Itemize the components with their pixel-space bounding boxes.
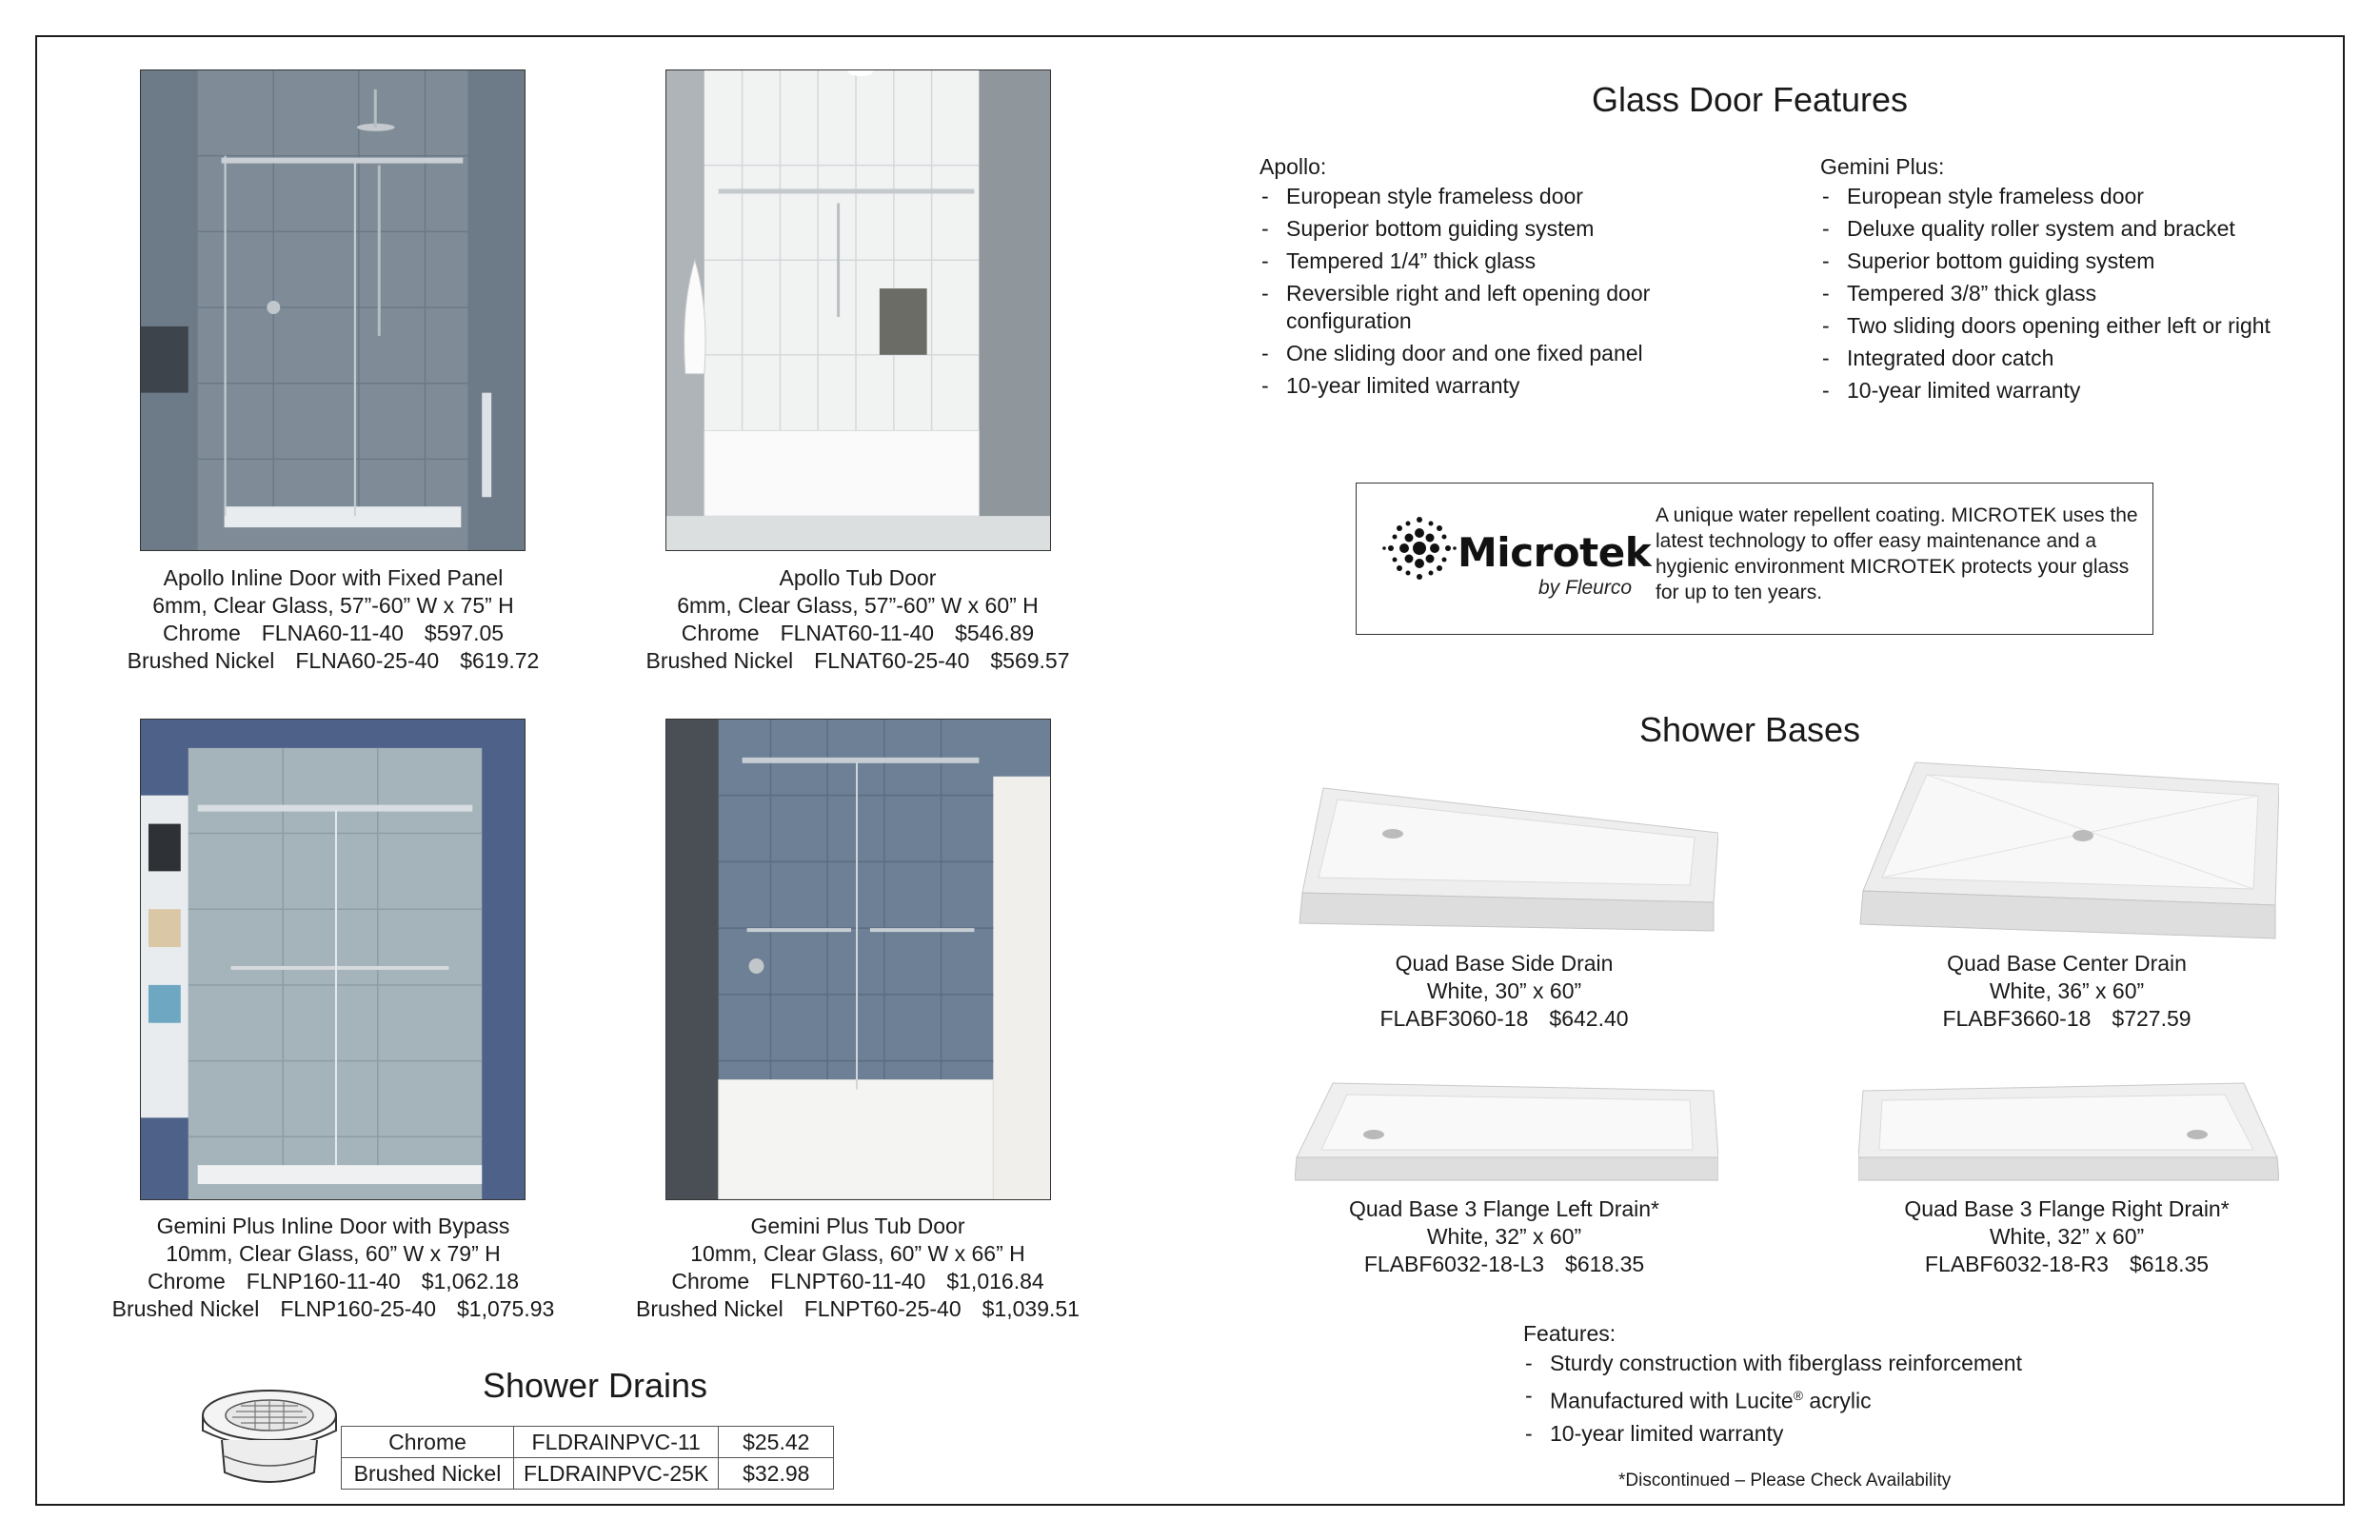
list-item: - Two sliding doors opening either left or right <box>1820 312 2334 340</box>
base-sku-price: FLABF3060-18 $642.40 <box>1379 1006 1629 1031</box>
list-item: - Manufactured with Lucite® acrylic <box>1523 1382 2094 1415</box>
base-spec: White, 32” x 60” <box>1426 1224 1582 1249</box>
apollo-features <box>1259 150 1793 405</box>
drain-sku: FLDRAINPVC-25K <box>514 1458 719 1490</box>
door-finish-row: Brushed Nickel FLNAT60-25-40 $569.57 <box>645 648 1070 673</box>
list-item: - Integrated door catch <box>1820 345 2334 372</box>
base-features <box>1523 1317 2094 1452</box>
door-name: Gemini Plus Inline Door with Bypass <box>156 1214 510 1238</box>
base-caption-side-drain <box>1314 950 1695 1033</box>
door-spec: 10mm, Clear Glass, 60” W x 79” H <box>166 1241 501 1266</box>
door-caption-apollo-tub <box>620 564 1096 675</box>
microtek-logo-sub: by Fleurco <box>1538 577 1633 599</box>
drain-price: $32.98 <box>719 1458 834 1490</box>
base-spec: White, 30” x 60” <box>1426 978 1582 1003</box>
list-item: - 10-year limited warranty <box>1820 377 2334 405</box>
list-item: - 10-year limited warranty <box>1523 1420 2094 1448</box>
base-name: Quad Base Center Drain <box>1947 951 2187 976</box>
door-caption-gemini-tub <box>601 1213 1115 1323</box>
door-spec: 6mm, Clear Glass, 57”-60” W x 75” H <box>152 593 514 618</box>
microtek-logo-word: Microtek <box>1458 529 1652 576</box>
shower-bases-title: Shower Bases <box>1638 710 1861 749</box>
door-name: Gemini Plus Tub Door <box>750 1214 965 1238</box>
base-caption-center-drain <box>1876 950 2257 1033</box>
quad-base-side-drain-image <box>1295 780 1718 947</box>
drain-illustration <box>198 1385 341 1490</box>
microtek-logo <box>1381 510 1652 605</box>
apollo-inline-door-photo <box>140 69 526 551</box>
list-item: - Tempered 1/4” thick glass <box>1259 247 1793 275</box>
list-item: - Superior bottom guiding system <box>1820 247 2334 275</box>
door-finish-row: Chrome FLNP160-11-40 $1,062.18 <box>147 1269 520 1293</box>
base-name: Quad Base 3 Flange Right Drain* <box>1904 1196 2230 1221</box>
list-item: - Tempered 3/8” thick glass <box>1820 280 2334 307</box>
base-caption-left-drain <box>1304 1195 1704 1278</box>
base-name: Quad Base 3 Flange Left Drain* <box>1348 1196 1660 1221</box>
quad-base-center-drain-image <box>1858 758 2279 948</box>
door-caption-gemini-inline <box>76 1213 590 1323</box>
list-item: - Superior bottom guiding system <box>1259 215 1793 243</box>
microtek-description: A unique water repellent coating. MICROTEK uses the latest technology to offer easy maintenance and a hygienic environment MICROTEK protects your glass for up to ten years. <box>1656 504 2138 603</box>
door-spec: 10mm, Clear Glass, 60” W x 66” H <box>690 1241 1025 1266</box>
door-finish-row: Brushed Nickel FLNPT60-25-40 $1,039.51 <box>636 1296 1080 1321</box>
shower-drains-title: Shower Drains <box>482 1366 708 1405</box>
gemini-plus-tub-door-photo <box>665 719 1051 1200</box>
drain-sku: FLDRAINPVC-11 <box>514 1427 719 1458</box>
list-item: - 10-year limited warranty <box>1259 372 1793 400</box>
gemini-features <box>1820 150 2334 409</box>
list-item: - Deluxe quality roller system and bracket <box>1820 215 2334 243</box>
door-finish-row: Brushed Nickel FLNA60-25-40 $619.72 <box>127 648 540 673</box>
list-item: - European style frameless door <box>1259 183 1793 210</box>
table-row <box>342 1427 834 1458</box>
base-sku-price: FLABF3660-18 $727.59 <box>1942 1006 2192 1031</box>
door-finish-row: Chrome FLNPT60-11-40 $1,016.84 <box>671 1269 1044 1293</box>
base-name: Quad Base Side Drain <box>1395 951 1614 976</box>
list-item: - European style frameless door <box>1820 183 2334 210</box>
apollo-features-title: Apollo: <box>1259 154 1327 179</box>
base-caption-right-drain <box>1867 1195 2267 1278</box>
drain-finish: Chrome <box>342 1427 514 1458</box>
microtek-dots-icon <box>1381 510 1458 586</box>
gemini-features-title: Gemini Plus: <box>1820 154 1945 179</box>
list-item: - Reversible right and left opening door configuration <box>1259 280 1686 335</box>
door-spec: 6mm, Clear Glass, 57”-60” W x 60” H <box>677 593 1039 618</box>
base-features-title: Features: <box>1523 1321 1616 1346</box>
base-spec: White, 32” x 60” <box>1989 1224 2145 1249</box>
base-sku-price: FLABF6032-18-R3 $618.35 <box>1924 1252 2210 1276</box>
drain-price: $25.42 <box>719 1427 834 1458</box>
quad-base-3-flange-left-drain-image <box>1295 1081 1718 1184</box>
apollo-tub-door-photo <box>665 69 1051 551</box>
table-row <box>342 1458 834 1490</box>
base-sku-price: FLABF6032-18-L3 $618.35 <box>1363 1252 1645 1276</box>
list-item: - Sturdy construction with fiberglass reinforcement <box>1523 1350 2094 1377</box>
base-spec: White, 36” x 60” <box>1989 978 2145 1003</box>
discontinued-note: *Discontinued – Please Check Availability <box>1618 1471 1952 1491</box>
drain-finish: Brushed Nickel <box>342 1458 514 1490</box>
door-finish-row: Chrome FLNA60-11-40 $597.05 <box>162 621 505 645</box>
door-finish-row: Brushed Nickel FLNP160-25-40 $1,075.93 <box>111 1296 555 1321</box>
door-caption-apollo-inline <box>95 564 571 675</box>
microtek-box <box>1356 483 2153 635</box>
drains-table <box>341 1426 834 1490</box>
door-name: Apollo Tub Door <box>779 565 937 590</box>
registered-mark: ® <box>1793 1388 1804 1403</box>
door-name: Apollo Inline Door with Fixed Panel <box>163 565 504 590</box>
gemini-plus-inline-door-photo <box>140 719 526 1200</box>
list-item: - One sliding door and one fixed panel <box>1259 340 1793 367</box>
quad-base-3-flange-right-drain-image <box>1858 1081 2279 1184</box>
glass-door-features-title: Glass Door Features <box>1591 80 1909 119</box>
door-finish-row: Chrome FLNAT60-11-40 $546.89 <box>681 621 1035 645</box>
